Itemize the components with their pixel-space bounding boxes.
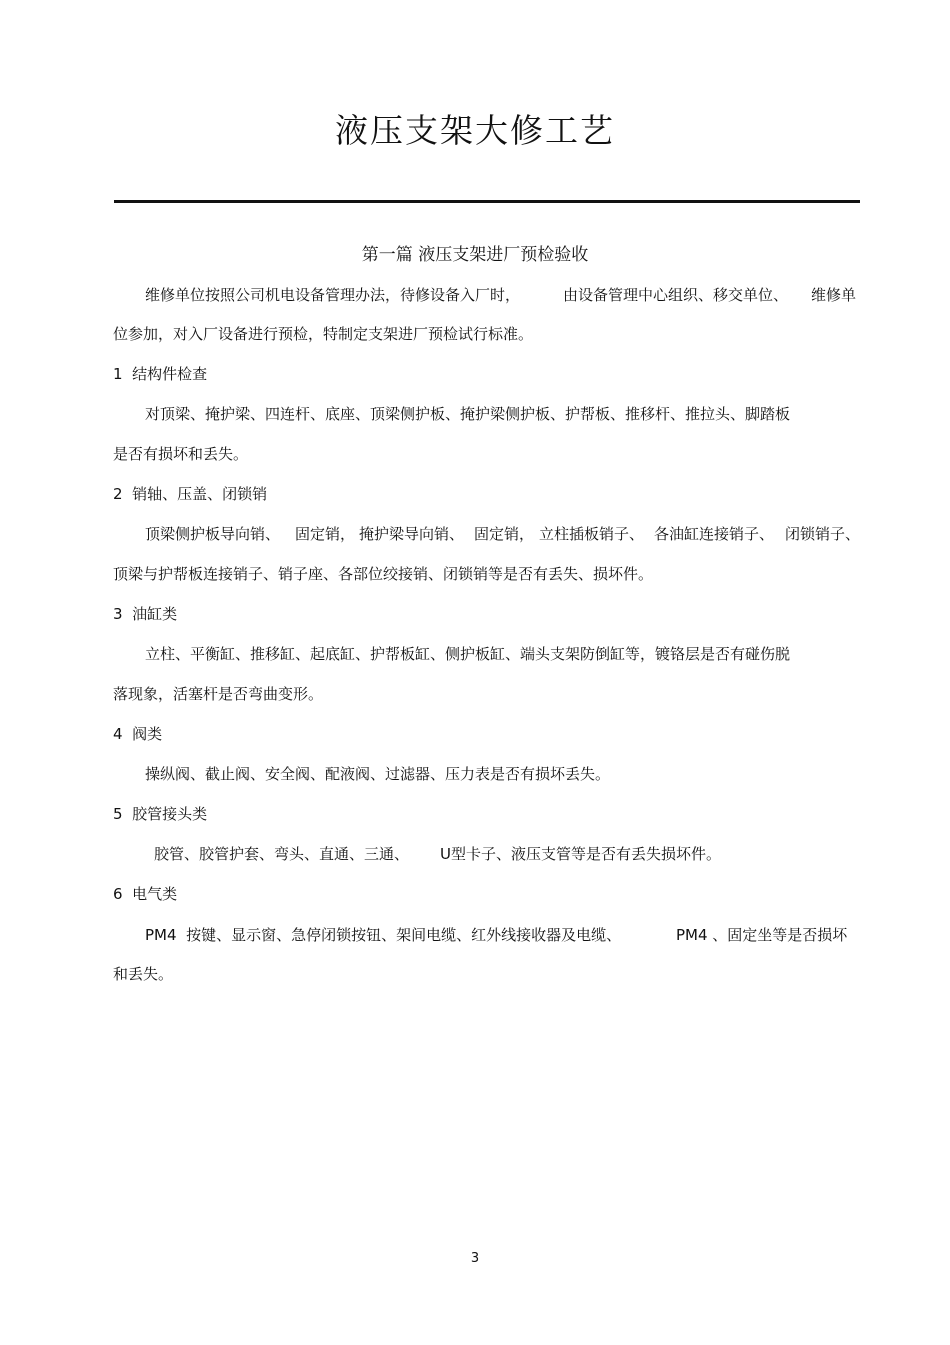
section-2-seg-7: 闭锁销子、 [785, 525, 861, 543]
section-2-seg-6: 各油缸连接销子、 [654, 525, 775, 543]
section-2-heading: 2 销轴、压盖、闭锁销 [113, 485, 268, 503]
section-2-seg-2: 固定销， [295, 525, 356, 543]
section-3-heading: 3 油缸类 [113, 605, 178, 623]
section-1-heading: 1 结构件检查 [113, 365, 208, 383]
section-6-line1-a: PM4 按键、显示窗、急停闭锁按钮、架间电缆、红外线接收器及电缆、 [145, 926, 622, 944]
section-5-heading: 5 胶管接头类 [113, 805, 208, 823]
intro-line1-a: 维修单位按照公司机电设备管理办法，待修设备入厂时， [145, 286, 521, 304]
section-6-line2: 和丢失。 [113, 965, 174, 983]
intro-line1-c: 维修单 [811, 286, 857, 304]
section-1-line2: 是否有损坏和丢失。 [113, 445, 249, 463]
document-title: 液压支架大修工艺 [335, 111, 615, 150]
section-5-line1-a: 胶管、胶管护套、弯头、直通、三通、 [154, 845, 410, 863]
section-3-line1: 立柱、平衡缸、推移缸、起底缸、护帮板缸、侧护板缸、端头支架防倒缸等，镀铬层是否有碰伤脱 [145, 645, 791, 663]
section-1-line1: 对顶梁、掩护梁、四连杆、底座、顶梁侧护板、掩护梁侧护板、护帮板、推移杆、推拉头、脚踏板 [145, 405, 791, 423]
section-4-line1: 操纵阀、截止阀、安全阀、配液阀、过滤器、压力表是否有损坏丢失。 [145, 765, 611, 783]
intro-line2: 位参加，对入厂设备进行预检，特制定支架进厂预检试行标准。 [113, 325, 534, 343]
section-2-seg-3: 掩护梁导向销、 [359, 525, 465, 543]
title-divider [114, 200, 860, 203]
section-4-heading: 4 阀类 [113, 725, 163, 743]
section-6-line1-b: PM4 、固定坐等是否损坏 [676, 926, 848, 944]
section-5-line1-b: U型卡子、液压支管等是否有丢失损坏件。 [440, 845, 721, 863]
section-2-seg-4: 固定销， [474, 525, 535, 543]
page-number: 3 [470, 1251, 480, 1266]
section-2-line2: 顶梁与护帮板连接销子、销子座、各部位绞接销、闭锁销等是否有丢失、损坏件。 [113, 565, 654, 583]
section-2-seg-5: 立柱插板销子、 [539, 525, 645, 543]
section-6-heading: 6 电气类 [113, 885, 178, 903]
section-3-line2: 落现象，活塞杆是否弯曲变形。 [113, 685, 324, 703]
chapter-heading: 第一篇 液压支架进厂预检验收 [361, 245, 589, 265]
section-2-seg-1: 顶梁侧护板导向销、 [145, 525, 281, 543]
intro-line1-b: 由设备管理中心组织、移交单位、 [563, 286, 789, 304]
